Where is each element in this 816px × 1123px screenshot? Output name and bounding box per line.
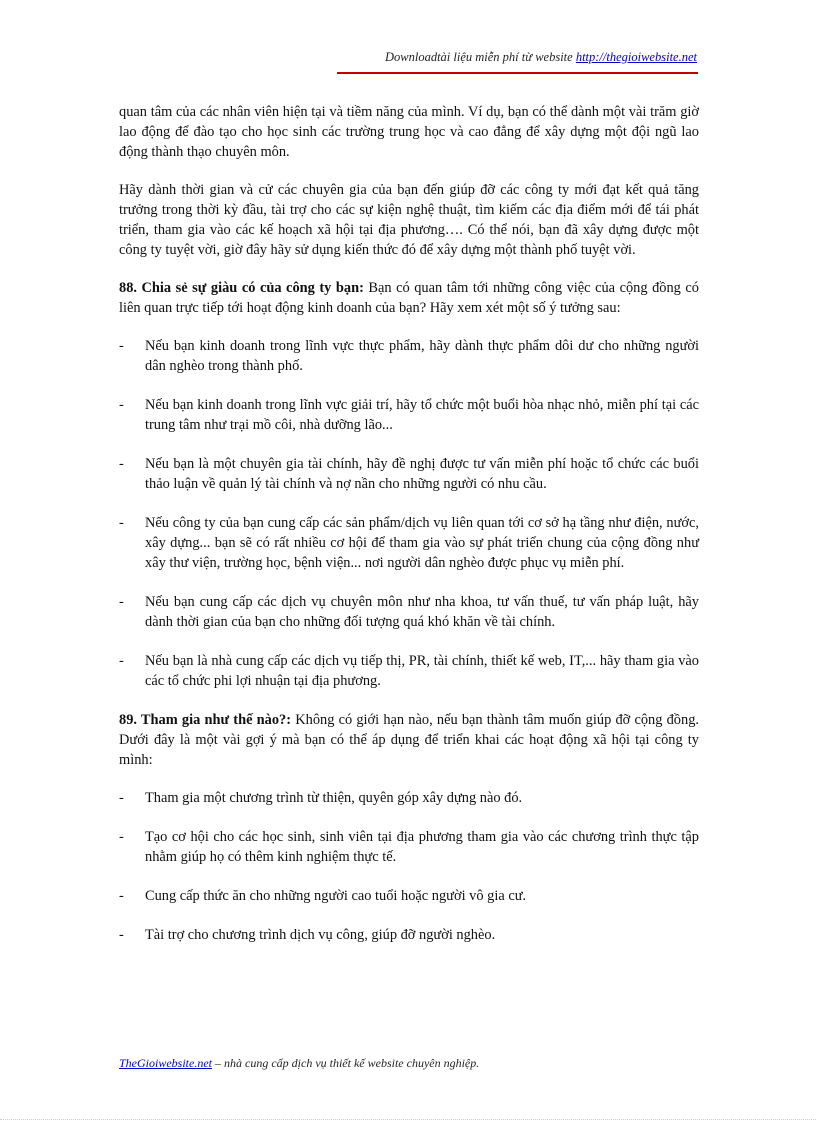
list-item bbox=[119, 592, 699, 632]
paragraph-intro: quan tâm của các nhân viên hiện tại và tiềm năng của mình. Ví dụ, bạn có thể dành một vài trăm giờ lao động để đào tạo cho học sinh các trường trung học và cao đẳng để xây dựng một đội ngũ lao động thành thạo chuyên môn. bbox=[119, 104, 699, 160]
page-footer bbox=[119, 1056, 479, 1071]
list-item-text: Nếu bạn kinh doanh trong lĩnh vực thực phẩm, hãy dành thực phẩm dôi dư cho những người dân nghèo trong thành phố. bbox=[145, 338, 699, 374]
bullet-dash: - bbox=[119, 888, 124, 904]
list-item-text: Nếu bạn cung cấp các dịch vụ chuyên môn như nha khoa, tư vấn thuế, tư vấn pháp luật, hãy dành thời gian của bạn cho những đối tượng quá khó khăn về tài chính. bbox=[145, 594, 699, 630]
list-item-text: Cung cấp thức ăn cho những người cao tuổi hoặc người vô gia cư. bbox=[145, 888, 527, 904]
header-text: Downloadtài liệu miễn phí từ website bbox=[384, 50, 576, 64]
footer-link[interactable]: TheGioiwebsite.net bbox=[119, 1056, 212, 1070]
bullet-dash: - bbox=[119, 790, 124, 806]
list-item bbox=[119, 395, 699, 435]
list-item-text: Tài trợ cho chương trình dịch vụ công, giúp đỡ người nghèo. bbox=[145, 927, 496, 943]
section-88-text: Bạn có quan tâm tới những công việc của cộng đồng có liên quan trực tiếp tới hoạt động kinh doanh của bạn? Hãy xem xét một số ý tưởng sau: bbox=[119, 280, 699, 316]
main-content bbox=[119, 102, 699, 964]
section-88-heading: 88. Chia sẻ sự giàu có của công ty bạn: bbox=[119, 280, 364, 296]
paragraph-invest-time: Hãy dành thời gian và cử các chuyên gia của bạn đến giúp đỡ các công ty mới đạt kết quả tăng trưởng trong thời kỳ đầu, tài trợ cho các sự kiện nghệ thuật, tìm kiếm các địa điểm mới để tái phát triển, tham gia vào các kế hoạch xã hội tại địa phương…. Có thể nói, bạn đã xây dựng được một công ty tuyệt vời, giờ đây hãy sử dụng kiến thức đó để xây dựng một thành phố tuyệt vời. bbox=[119, 182, 699, 258]
bullet-dash: - bbox=[119, 594, 124, 610]
header-link[interactable]: http://thegioiwebsite.net bbox=[575, 50, 697, 64]
page-header bbox=[337, 50, 697, 65]
bullet-dash: - bbox=[119, 338, 124, 354]
bullet-dash: - bbox=[119, 829, 124, 845]
section-89 bbox=[119, 710, 699, 770]
list-item bbox=[119, 925, 699, 945]
bullet-dash: - bbox=[119, 927, 124, 943]
list-item bbox=[119, 454, 699, 494]
list-item-text: Nếu công ty của bạn cung cấp các sản phẩm/dịch vụ liên quan tới cơ sở hạ tầng như điện, nước, xây dựng... bạn sẽ có rất nhiều cơ hội để tham gia vào sự phát triển chung của cộng đồng như xây thư viện, trường học, bệnh viện... nơi người dân nghèo được phục vụ miễn phí. bbox=[145, 515, 699, 571]
section-89-text: Không có giới hạn nào, nếu bạn thành tâm muốn giúp đỡ cộng đồng. Dưới đây là một vài gợi ý mà bạn có thể áp dụng để triển khai các hoạt động xã hội tại công ty mình: bbox=[119, 712, 699, 768]
footer-text: – nhà cung cấp dịch vụ thiết kế website chuyên nghiệp. bbox=[212, 1056, 480, 1070]
section-89-heading: 89. Tham gia như thế nào?: bbox=[119, 712, 292, 728]
list-item bbox=[119, 336, 699, 376]
list-88 bbox=[119, 336, 699, 691]
list-item-text: Nếu bạn là nhà cung cấp các dịch vụ tiếp thị, PR, tài chính, thiết kế web, IT,... hãy tham gia vào các tổ chức phi lợi nhuận tại địa phương. bbox=[145, 653, 699, 689]
list-item bbox=[119, 788, 699, 808]
list-item bbox=[119, 827, 699, 867]
bullet-dash: - bbox=[119, 653, 124, 669]
section-88 bbox=[119, 278, 699, 318]
list-item bbox=[119, 651, 699, 691]
bullet-dash: - bbox=[119, 456, 124, 472]
list-item bbox=[119, 886, 699, 906]
bullet-dash: - bbox=[119, 515, 124, 531]
list-item-text: Nếu bạn kinh doanh trong lĩnh vực giải trí, hãy tổ chức một buổi hòa nhạc nhỏ, miễn phí tại các trung tâm như trại mồ côi, nhà dưỡng lão... bbox=[145, 397, 699, 433]
list-89 bbox=[119, 788, 699, 945]
bullet-dash: - bbox=[119, 397, 124, 413]
list-item-text: Nếu bạn là một chuyên gia tài chính, hãy đề nghị được tư vấn miễn phí hoặc tổ chức các buổi thảo luận về quản lý tài chính và nợ nần cho những người có nhu cầu. bbox=[145, 456, 699, 492]
page-divider bbox=[0, 1119, 816, 1120]
list-item bbox=[119, 513, 699, 573]
list-item-text: Tạo cơ hội cho các học sinh, sinh viên tại địa phương tham gia vào các chương trình thực tập nhằm giúp họ có thêm kinh nghiệm thực tế. bbox=[145, 829, 699, 865]
header-rule bbox=[337, 72, 698, 74]
list-item-text: Tham gia một chương trình từ thiện, quyên góp xây dựng nào đó. bbox=[145, 790, 523, 806]
